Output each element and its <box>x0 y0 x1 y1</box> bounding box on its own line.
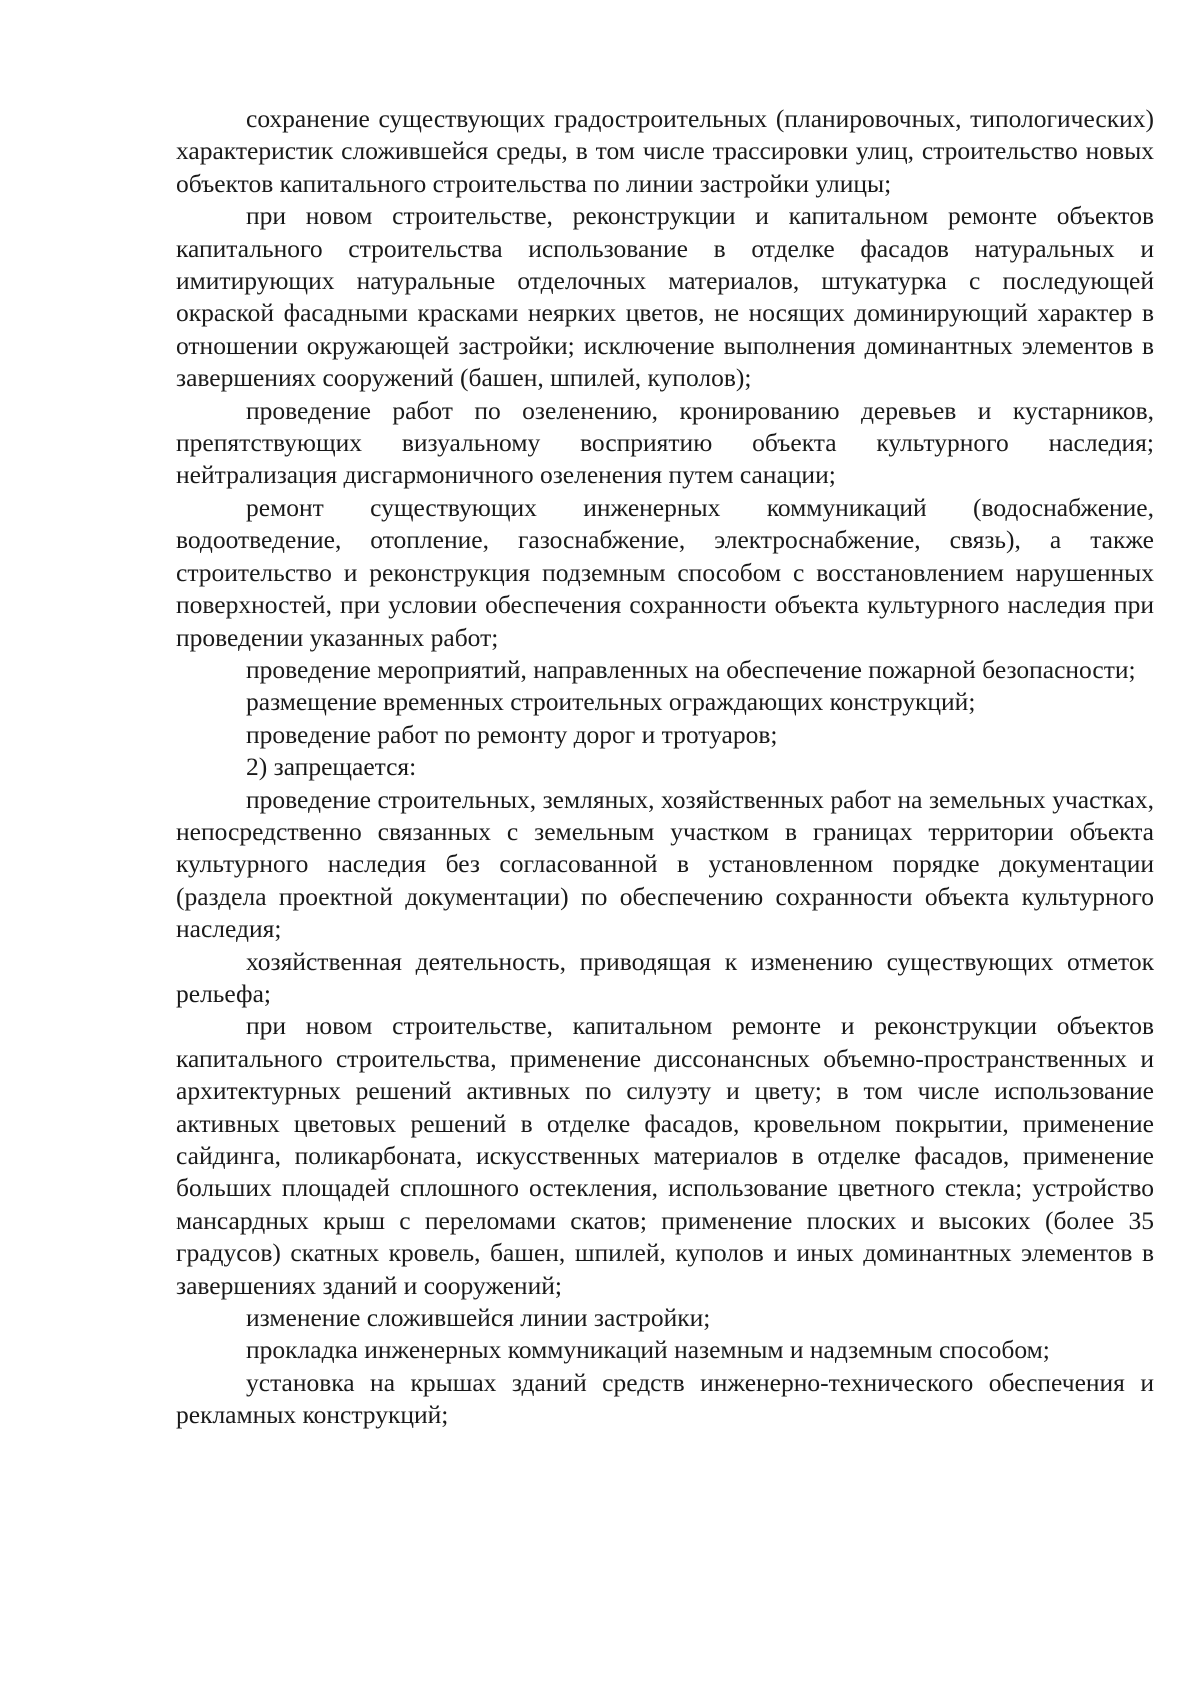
paragraph-overhead-utilities: прокладка инженерных коммуникаций наземным и надземным способом; <box>246 1335 1050 1365</box>
paragraph-fire-safety: проведение мероприятий, направленных на обеспечение пожарной безопасности; <box>246 654 1136 684</box>
document-body <box>176 103 1154 1432</box>
paragraph-earthworks: проведение строительных, земляных, хозяйственных работ на земельных участках, непосредственно связанных с земельным участком в границах территории объекта культурного наследия без согласованной в установленном порядке документации (раздела проектной документации) по обеспечению сохранности объекта культурного наследия; <box>176 784 1154 944</box>
paragraph-roof-installations: установка на крышах зданий средств инженерно-технического обеспечения и рекламных конструкций; <box>176 1367 1154 1430</box>
paragraph-landscaping: проведение работ по озеленению, кронированию деревьев и кустарников, препятствующих визуальному восприятию объекта культурного наследия; нейтрализация дисгармоничного озеленения путем санации; <box>176 395 1154 490</box>
paragraph-prohibited-heading: 2) запрещается: <box>246 752 417 782</box>
paragraph-relief-change: хозяйственная деятельность, приводящая к изменению существующих отметок рельефа; <box>176 946 1154 1008</box>
paragraph-utilities-repair: ремонт существующих инженерных коммуникаций (водоснабжение, водоотведение, отопление, газоснабжение, электроснабжение, связь), а также строительство и реконструкция подземным способом с восстановлением нарушенных поверхностей, при условии обеспечения сохранности объекта культурного наследия при проведении указанных работ; <box>176 492 1154 652</box>
paragraph-preservation-characteristics: сохранение существующих градостроительных (планировочных, типологических) характеристик сложившейся среды, в том числе трассировки улиц, строительство новых объектов капитального строительства по линии застройки улицы; <box>176 104 1154 198</box>
paragraph-dissonant-solutions: при новом строительстве, капитальном ремонте и реконструкции объектов капитального строительства, применение диссонансных объемно-пространственных и архитектурных решений активных по силуэту и цвету; в том числе использование активных цветовых решений в отделке фасадов, кровельном покрытии, применение сайдинга, поликарбоната, искусственных материалов в отделке фасадов, применение больших площадей сплошного остекления, использование цветного стекла; устройство мансардных крыш с переломами скатов; применение плоских и высоких (более 35 градусов) скатных кровель, башен, шпилей, куполов и иных доминантных элементов в завершениях зданий и сооружений; <box>176 1011 1154 1300</box>
paragraph-road-repair: проведение работ по ремонту дорог и тротуаров; <box>246 719 778 749</box>
paragraph-temporary-fencing: размещение временных строительных ограждающих конструкций; <box>246 687 976 717</box>
paragraph-building-line: изменение сложившейся линии застройки; <box>246 1303 711 1333</box>
paragraph-facade-finishing: при новом строительстве, реконструкции и капитальном ремонте объектов капитального строительства использование в отделке фасадов натуральных и имитирующих натуральные отделочных материалов, штукатурка с последующей окраской фасадными красками неярких цветов, не носящих доминирующий характер в отношении окружающей застройки; исключение выполнения доминантных элементов в завершениях сооружений (башен, шпилей, куполов); <box>176 201 1154 393</box>
